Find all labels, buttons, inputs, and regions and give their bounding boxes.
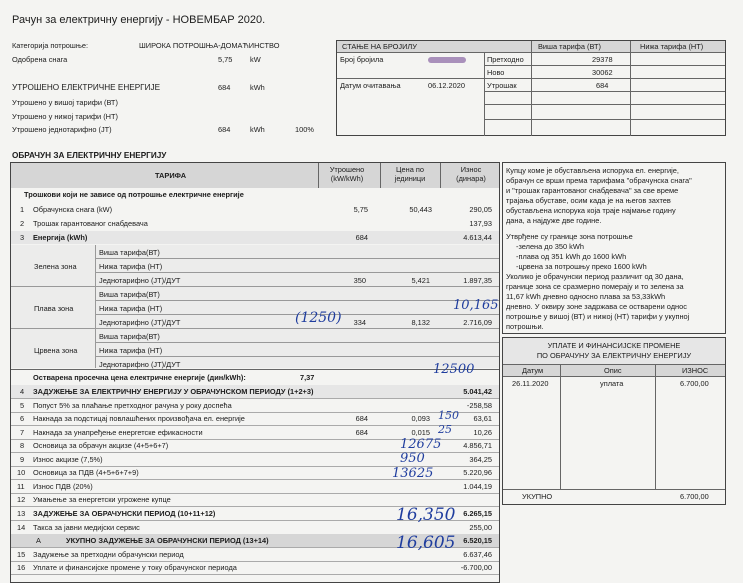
row-label: Износ ПДВ (20%) (33, 481, 93, 491)
row-label: Основица за обрачун акцизе (4+5+6+7) (33, 441, 169, 451)
row-amount: 290,05 (469, 205, 492, 214)
blue-jt-amount: 2.716,09 (463, 318, 492, 327)
row-label: Енергија (kWh) (33, 233, 88, 242)
zone-red-label: Црвена зона (34, 346, 78, 355)
row-amount: 10,26 (473, 427, 492, 437)
row-price: 50,443 (409, 205, 432, 214)
row-amount: 4.613,44 (463, 233, 492, 242)
note-line: -плава од 351 kWh до 1600 kWh (516, 252, 627, 261)
note-line: дневно. У оквиру зоне задржава се остварени однос (506, 302, 687, 311)
row-number: 1 (20, 205, 25, 214)
row-amount: 5.220,96 (463, 468, 492, 478)
payments-col-amount: ИЗНОС (682, 366, 709, 375)
approved-power-unit: kW (250, 55, 261, 64)
zone-green-label: Зелена зона (34, 262, 77, 271)
meter-number-redaction (428, 57, 466, 63)
handwritten-note: 950 (400, 451, 425, 466)
col-used: Утрошено (kW/kWh) (329, 165, 365, 183)
note-line: Купцу коме је обустављена испорука ел. енергије, (506, 166, 679, 175)
row-label: Износ акцизе (7,5%) (33, 454, 103, 464)
row-amount: 4.856,71 (463, 441, 492, 451)
usage-label: Утрошак (487, 81, 517, 90)
avg-price-value: 7,37 (300, 373, 315, 382)
blue-vt: Виша тарифа(ВТ) (99, 290, 160, 299)
row-number: 6 (20, 414, 25, 424)
row-label: Умањење за енергетски угрожене купце (33, 495, 171, 505)
handwritten-note: 25 (438, 423, 452, 436)
row-used: 684 (355, 414, 368, 424)
avg-price-label: Остварена просечна цена електричне енергије (дин/kWh): (33, 373, 246, 382)
green-vt: Виша тарифа(ВТ) (99, 248, 160, 257)
lower-tariff-label: Утрошено у нижој тарифи (НТ) (12, 112, 118, 121)
row-price: 0,093 (411, 414, 430, 424)
row-number: 4 (20, 387, 25, 396)
row-used: 684 (355, 427, 368, 437)
row-label: Задужење за претходни обрачунски период (33, 549, 184, 559)
single-tariff-value: 684 (218, 125, 231, 134)
row-label: Основица за ПДВ (4+5+6+7+9) (33, 468, 139, 478)
green-jt-price: 5,421 (411, 276, 430, 285)
single-tariff-unit: kWh (250, 125, 265, 134)
row-number: 15 (17, 549, 26, 559)
row-label: ЗАДУЖЕЊЕ ЗА ОБРАЧУНСКИ ПЕРИОД (10+11+12) (33, 508, 216, 518)
row-amount: 137,93 (469, 219, 492, 228)
note-line: -црвена за потрошњу преко 1600 kWh (516, 262, 647, 271)
blue-nt: Нижа тарифа (НТ) (99, 304, 163, 313)
handwritten-note: 16,605 (396, 533, 456, 553)
approved-power-label: Одобрена снага (12, 55, 68, 64)
category-value: ШИРОКА ПОТРОШЊА-ДОМАЋИНСТВО (139, 41, 280, 50)
row-amount: 255,00 (469, 522, 492, 532)
meter-col-nt: Нижа тарифа (НТ) (640, 42, 704, 51)
note-line: обрачун се врши према тарифама "обрачунска снага" (506, 176, 692, 185)
row-number: 3 (20, 233, 25, 242)
note-line: границе зона се сразмерно померају и то зелена за (506, 282, 684, 291)
usage-vt: 684 (596, 81, 609, 90)
note-line: трајања обуставе, осим када је на његов захтев (506, 196, 671, 205)
previous-label: Претходно (487, 55, 524, 64)
note-line: Уколико је обрачунски период различит од 30 дана, (506, 272, 684, 281)
zone-blue-label: Плава зона (34, 304, 74, 313)
handwritten-note: 12675 (400, 437, 442, 452)
payments-col-date: Датум (522, 366, 544, 375)
green-jt-amount: 1.897,35 (463, 276, 492, 285)
payments-total-label: УКУПНО (522, 492, 553, 501)
single-tariff-label: Утрошено једнотарифно (ЈТ) (12, 125, 112, 134)
red-vt: Виша тарифа(ВТ) (99, 332, 160, 341)
handwritten-note: 13625 (392, 466, 434, 481)
row-amount: -258,58 (466, 400, 492, 410)
row-number: 11 (17, 481, 25, 491)
payment-amount: 6.700,00 (680, 379, 709, 388)
blue-jt-used: 334 (353, 318, 366, 327)
row-number: 2 (20, 219, 25, 228)
row-number: 8 (20, 441, 25, 451)
invoice-title: Рачун за електричну енергију - НОВЕМБАР 2020. (12, 14, 266, 26)
note-line: Утврђене су границе зона потрошње (506, 232, 633, 241)
row-amount: 5.041,42 (463, 387, 492, 396)
row-label: Трошак гарантованог снабдевача (33, 219, 148, 228)
row-amount: 6.637,46 (463, 549, 492, 559)
note-line: обустављена испорука која траје најмање годину (506, 206, 676, 215)
category-label: Категорија потрошње: (12, 41, 89, 50)
green-jt-used: 350 (353, 276, 366, 285)
row-amount: 6.520,15 (463, 536, 492, 546)
payment-desc: уплата (600, 379, 624, 388)
single-tariff-pct: 100% (295, 125, 314, 134)
row-number: 13 (17, 508, 26, 518)
row-number: A (36, 536, 41, 546)
note-line: 11,67 kWh дневно односно плава за 53,33kWh (506, 292, 666, 301)
row-number: 5 (20, 400, 25, 410)
row-amount: 1.044,19 (463, 481, 492, 491)
note-line: и "трошак гарантованог снабдевача" за све време (506, 186, 679, 195)
row-label: Накнада за унапређење енергетске ефикасности (33, 427, 203, 437)
green-jt: Једнотарифно (ЈТ)/ДУТ (99, 276, 181, 285)
blue-jt: Једнотарифно (ЈТ)/ДУТ (99, 318, 181, 327)
row-price: 0,015 (411, 427, 430, 437)
col-tariff: ТАРИФА (155, 171, 187, 180)
note-line: дана, а најдуже две године. (506, 216, 602, 225)
payments-total-amount: 6.700,00 (680, 492, 709, 501)
meter-number-label: Број бројила (340, 55, 384, 64)
row-amount: 364,25 (469, 454, 492, 464)
row-used: 684 (355, 233, 368, 242)
row-number: 7 (20, 427, 25, 437)
row-label: УКУПНО ЗАДУЖЕЊЕ ЗА ОБРАЧУНСКИ ПЕРИОД (13+14) (66, 536, 269, 546)
handwritten-note: (1250) (295, 310, 342, 326)
green-nt: Нижа тарифа (НТ) (99, 262, 163, 271)
note-line: потрошњи. (506, 322, 544, 331)
meter-header: СТАЊЕ НА БРОЈИЛУ (342, 42, 417, 51)
red-nt: Нижа тарифа (НТ) (99, 346, 163, 355)
previous-vt: 29378 (592, 55, 613, 64)
row-number: 10 (17, 468, 26, 478)
row-number: 14 (17, 522, 26, 532)
approved-power-value: 5,75 (218, 55, 233, 64)
higher-tariff-label: Утрошено у вишој тарифи (ВТ) (12, 98, 118, 107)
note-line: потрошње у вишој (ВТ) и нижој (НТ) тарифи у укупној (506, 312, 690, 321)
consumed-label: УТРОШЕНО ЕЛЕКТРИЧНЕ ЕНЕРГИЈЕ (12, 83, 161, 92)
red-jt: Једнотарифно (ЈТ)/ДУТ (99, 360, 181, 369)
payments-title-2: ПО ОБРАЧУНУ ЗА ЕЛЕКТРИЧНУ ЕНЕРГИЈУ (536, 351, 692, 360)
row-amount: -6.700,00 (460, 563, 492, 573)
row-number: 16 (17, 563, 26, 573)
row-label: Попуст 5% за плаћање претходног рачуна у року доспећа (33, 400, 232, 410)
meter-col-vt: Виша тарифа (ВТ) (538, 42, 601, 51)
row-label: Уплате и финансијске промене у току обрачунског периода (33, 563, 237, 573)
payment-date: 26.11.2020 (512, 379, 549, 388)
new-label: Ново (487, 68, 505, 77)
reading-date: 06.12.2020 (428, 81, 465, 90)
row-number: 9 (20, 454, 25, 464)
handwritten-note: 150 (438, 409, 459, 422)
reading-date-label: Датум очитавања (340, 81, 401, 90)
payments-col-desc: Опис (604, 366, 622, 375)
note-line: -зелена до 350 kWh (516, 242, 584, 251)
handwritten-note: 16,350 (396, 505, 456, 525)
row-amount: 6.265,15 (463, 508, 492, 518)
row-label: Такса за јавни медијски сервис (33, 522, 140, 532)
row-number: 12 (17, 495, 26, 505)
fixed-costs-heading: Трошкови који не зависе од потрошње електричне енергије (24, 190, 244, 199)
calc-section-title: ОБРАЧУН ЗА ЕЛЕКТРИЧНУ ЕНЕРГИЈУ (12, 151, 167, 160)
payments-title-1: УПЛАТЕ И ФИНАНСИЈСКЕ ПРОМЕНЕ (547, 341, 681, 350)
row-label: Обрачунска снага (kW) (33, 205, 113, 214)
row-label: Накнада за подстицај повлашћених произвођача ел. енергије (33, 414, 245, 424)
handwritten-note: 10,165 (453, 298, 499, 313)
new-vt: 30062 (592, 68, 613, 77)
row-used: 5,75 (353, 205, 368, 214)
blue-jt-price: 8,132 (411, 318, 430, 327)
row-amount: 63,61 (473, 414, 492, 424)
consumed-unit: kWh (250, 83, 265, 92)
col-amount: Износ (динара) (456, 165, 486, 183)
row-label: ЗАДУЖЕЊЕ ЗА ЕЛЕКТРИЧНУ ЕНЕРГИЈУ У ОБРАЧУНСКОМ ПЕРИОДУ (1+2+3) (33, 387, 314, 396)
handwritten-note: 12500 (433, 362, 475, 377)
consumed-value: 684 (218, 83, 231, 92)
col-price: Цена по јединици (394, 165, 426, 183)
